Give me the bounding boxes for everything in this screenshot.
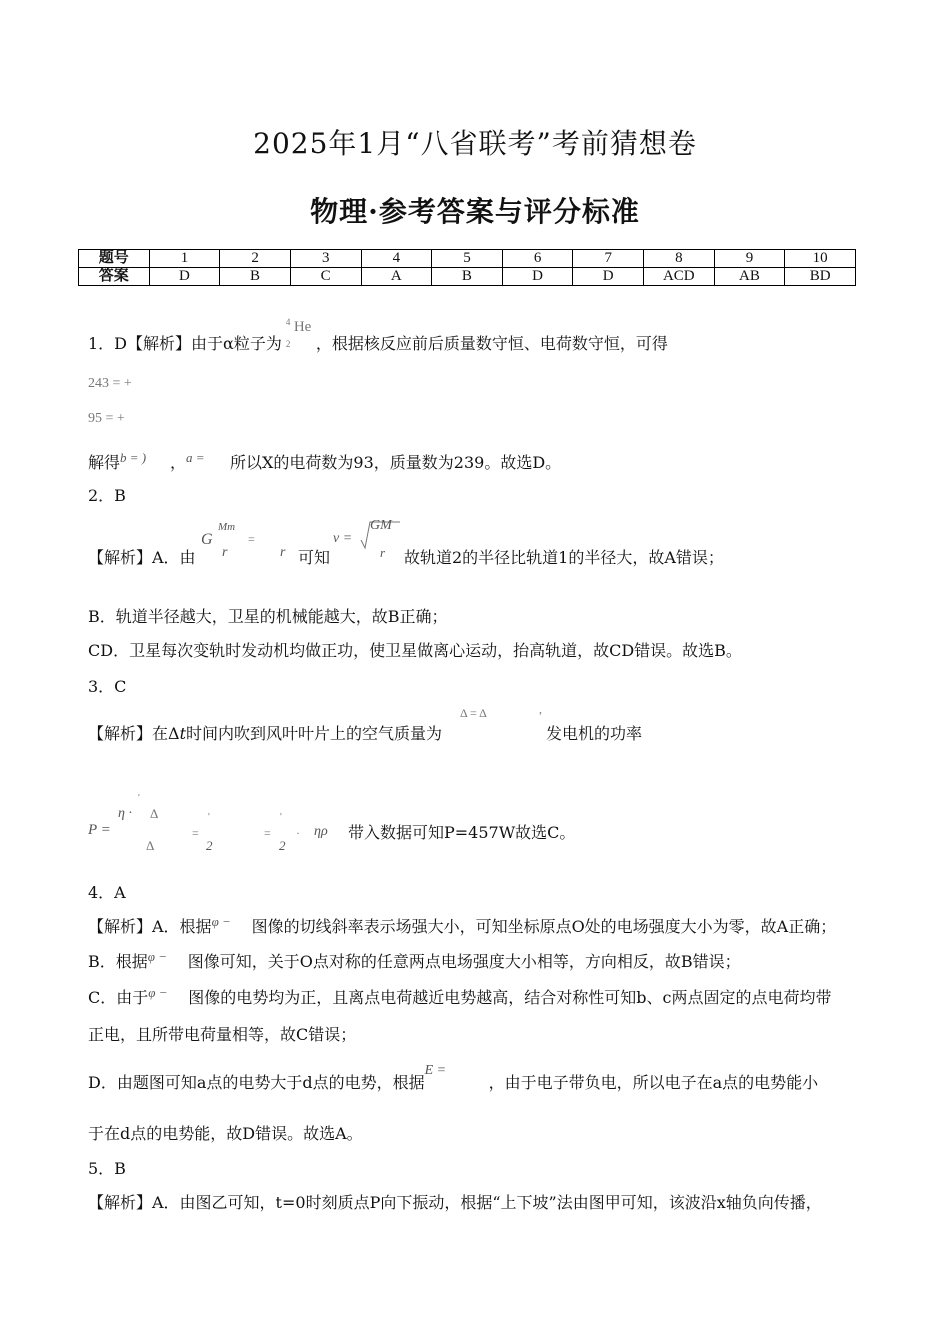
table-row-numbers [79, 250, 856, 268]
q1-line1: 1．D【解析】由于α粒子为 4 2 He ，根据核反应前后质量数守恒、电荷数守恒，可得 [88, 317, 668, 353]
q3-mass-expression: Δ = Δ [460, 706, 487, 720]
q2-number: 2．B [88, 486, 126, 505]
table-cell: C [290, 268, 361, 286]
table-cell: D [502, 268, 573, 286]
q4-line5: D．由题图可知a点的电势大于d点的电势，根据E =，由于电子带负电，所以电子在a点的电势能小 [88, 1063, 819, 1092]
q1-equation-mass: 243 = + [88, 376, 132, 391]
table-cell: 8 [644, 250, 715, 268]
table-cell: 5 [432, 250, 503, 268]
answer-table [78, 249, 856, 286]
table-cell: D [573, 268, 644, 286]
table-cell: D [149, 268, 220, 286]
table-row-answers [79, 268, 856, 286]
q2-line1: 【解析】A．由 [88, 548, 196, 567]
q5-line1: 【解析】A．由图乙可知，t=0时刻质点P向下振动，根据“上下坡”法由图甲可知，该波沿x轴负向传播， [88, 1193, 822, 1212]
table-header-answer: 答案 [79, 268, 150, 286]
q3-line1: 【解析】在Δt时间内吹到风叶叶片上的空气质量为 [88, 724, 443, 743]
q2-line3: CD．卫星每次变轨时发动机均做正功，使卫星做离心运动，抬高轨道，故CD错误。故选B。 [88, 641, 742, 660]
table-cell: 3 [290, 250, 361, 268]
q1-equation-charge: 95 = + [88, 411, 125, 426]
q4-line6: 于在d点的电势能，故D错误。故选A。 [88, 1124, 363, 1143]
table-cell: B [432, 268, 503, 286]
table-cell: 9 [714, 250, 785, 268]
table-header-number: 题号 [79, 250, 150, 268]
q5-number: 5．B [88, 1159, 126, 1178]
q4-number: 4．A [88, 883, 126, 902]
table-cell: 7 [573, 250, 644, 268]
table-cell: 1 [149, 250, 220, 268]
table-cell: ACD [644, 268, 715, 286]
title-line2: 物理·参考答案与评分标准 [310, 195, 640, 228]
table-cell: BD [785, 268, 856, 286]
title-line1: 2025年1月“八省联考”考前猜想卷 [253, 127, 697, 160]
table-cell: B [220, 268, 291, 286]
table-cell: 2 [220, 250, 291, 268]
q4-line4: 正电，且所带电荷量相等，故C错误； [88, 1025, 357, 1044]
q3-number: 3．C [88, 677, 127, 696]
helium-symbol: 4 2 He [285, 317, 312, 349]
table-cell: 4 [361, 250, 432, 268]
q4-line3: C．由于φ − 图像的电势均为正，且离点电荷越近电势越高，结合对称性可知b、c两点固定的点电荷均带 [88, 985, 832, 1007]
table-cell: A [361, 268, 432, 286]
q4-line1: 【解析】A．根据φ − 图像的切线斜率表示场强大小，可知坐标原点O处的电场强度大小为零，故A正确； [88, 914, 837, 936]
table-cell: AB [714, 268, 785, 286]
q1-solution: 解得b = ) ，a = 所以X的电荷数为93，质量数为239。故选D。 [88, 450, 562, 472]
table-cell: 10 [785, 250, 856, 268]
q4-line2: B．根据φ − 图像可知，关于O点对称的任意两点电场强度大小相等，方向相反，故B错误； [88, 949, 741, 971]
q2-line2: B．轨道半径越大，卫星的机械能越大，故B正确； [88, 607, 448, 626]
table-cell: 6 [502, 250, 573, 268]
